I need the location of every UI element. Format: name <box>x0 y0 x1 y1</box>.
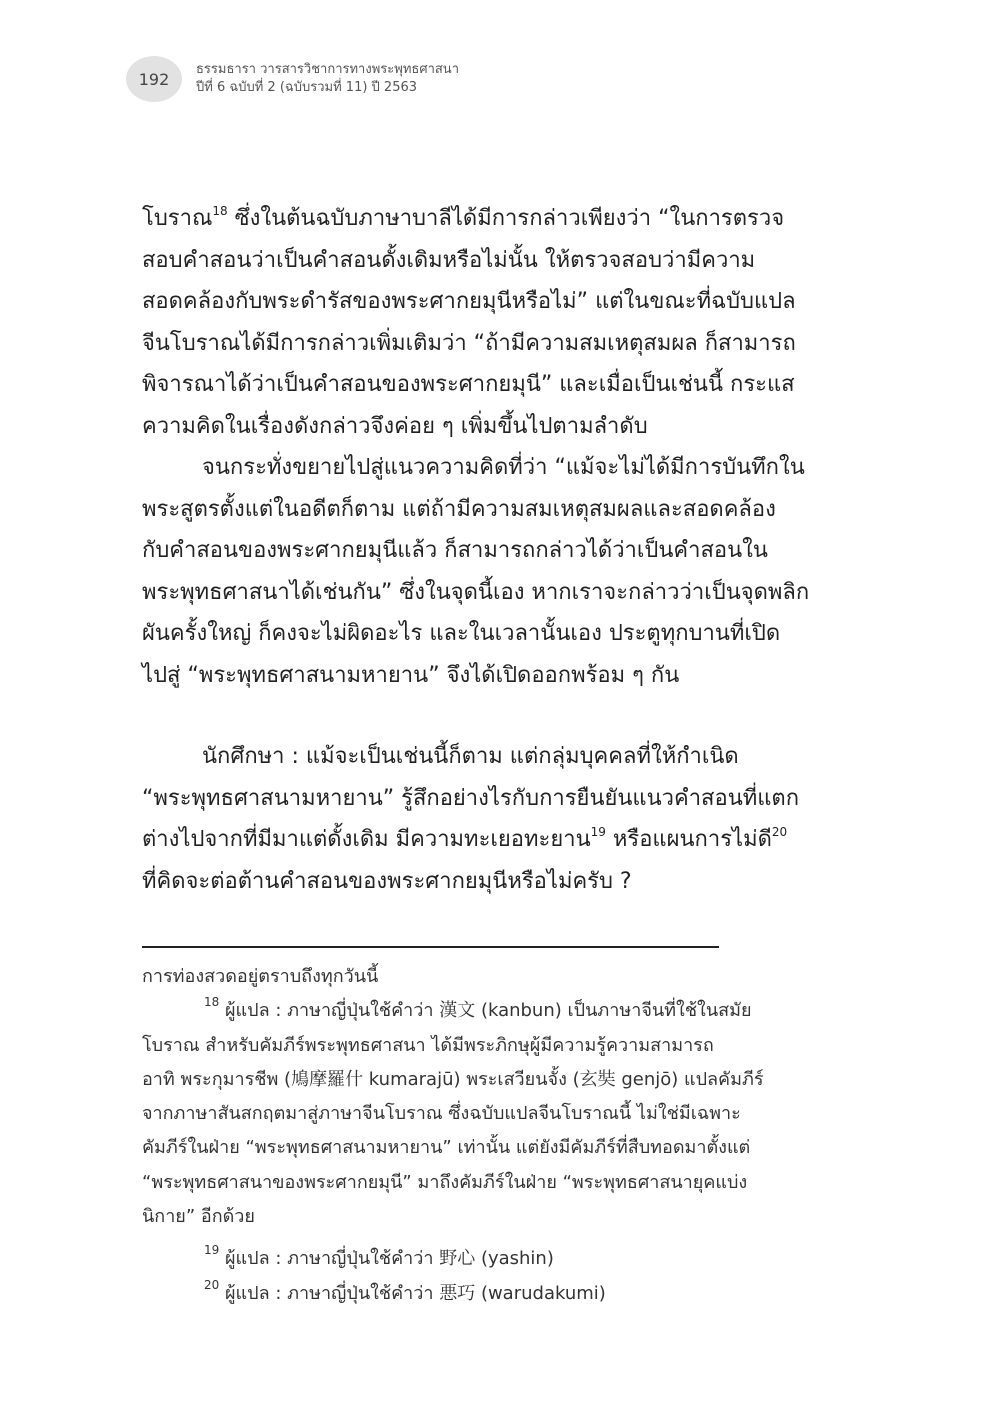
paragraph-2 <box>142 447 842 696</box>
text-line: ความคิดในเรื่องดังกล่าวจึงค่อย ๆ เพิ่มขึ้นไปตามลำดับ <box>142 413 648 439</box>
issue-info: ปีที่ 6 ฉบับที่ 2 (ฉบับรวมที่ 11) ปี 2563 <box>196 80 418 95</box>
text-span: ต่างไปจากที่มีมาแต่ดั้งเดิม มีความทะเยอทะยาน <box>142 827 591 852</box>
text-line <box>142 198 842 240</box>
text-line <box>142 819 842 861</box>
text-line: คัมภีร์ในฝ่าย “พระพุทธศาสนามหายาน” เท่านั้น แต่ยังมีคัมภีร์ที่สืบทอดมาตั้งแต่ <box>142 1137 751 1159</box>
text-span: ผู้แปล : ภาษาญี่ปุ่นใช้คำว่า 悪巧 (warudakumi) <box>219 1282 606 1304</box>
footnote-20 <box>142 1277 842 1311</box>
footnote-ref-20: 20 <box>771 825 788 839</box>
journal-title: ธรรมธารา วารสารวิชาการทางพระพุทธศาสนา <box>196 62 459 77</box>
footnotes <box>142 960 842 1311</box>
text-line: “พระพุทธศาสนาของพระศากยมุนี” มาถึงคัมภีร์ในฝ่าย “พระพุทธศาสนายุคแบ่ง <box>142 1171 748 1193</box>
text-line: จากภาษาสันสกฤตมาสู่ภาษาจีนโบราณ ซึ่งฉบับแปลจีนโบราณนี้ ไม่ใช่มีเฉพาะ <box>142 1103 741 1125</box>
footnote-ref-19: 19 <box>590 825 606 839</box>
text-span: ผู้แปล : ภาษาญี่ปุ่นใช้คำว่า 野心 (yashin) <box>219 1248 554 1270</box>
running-header <box>196 61 459 97</box>
footnote-gap <box>142 1234 842 1242</box>
text-span: โบราณ <box>142 206 213 231</box>
footnote-18 <box>142 994 842 1234</box>
text-span: หรือแผนการไม่ดี <box>605 827 772 852</box>
footnote-continuation: การท่องสวดอยู่ตราบถึงทุกวันนี้ <box>142 966 379 987</box>
footnote-mark: 20 <box>204 1277 220 1292</box>
paragraph-3 <box>142 736 842 902</box>
text-line: พระพุทธศาสนาได้เช่นกัน” ซึ่งในจุดนี้เอง หากเราจะกล่าวว่าเป็นจุดพลิก <box>142 579 810 605</box>
text-line: กับคำสอนของพระศากยมุนีแล้ว ก็สามารถกล่าวได้ว่าเป็นคำสอนใน <box>142 538 768 563</box>
text-line: พระสูตรตั้งแต่ในอดีตก็ตาม แต่ถ้ามีความสมเหตุสมผลและสอดคล้อง <box>142 496 776 522</box>
text-line: พิจารณาได้ว่าเป็นคำสอนของพระศากยมุนี” และเมื่อเป็นเช่นนี้ กระแส <box>142 372 795 397</box>
footnote-ref-18: 18 <box>212 204 228 218</box>
footnote-mark: 19 <box>204 1243 220 1258</box>
footnote-19 <box>142 1242 842 1276</box>
text-line: “พระพุทธศาสนามหายาน” รู้สึกอย่างไรกับการยืนยันแนวคำสอนที่แตก <box>142 785 800 811</box>
text-span: ผู้แปล : ภาษาญี่ปุ่นใช้คำว่า 漢文 (kanbun) เป็นภาษาจีนที่ใช้ในสมัย <box>219 1000 752 1022</box>
body-text <box>142 198 842 902</box>
paragraph-1 <box>142 198 842 447</box>
text-span: ซึ่งในต้นฉบับภาษาบาลีได้มีการกล่าวเพียงว่า “ในการตรวจ <box>227 206 785 231</box>
text-line: ไปสู่ “พระพุทธศาสนามหายาน” จึงได้เปิดออกพร้อม ๆ กัน <box>142 662 680 688</box>
page-number-badge <box>126 56 182 102</box>
text-line: ที่คิดจะต่อต้านคำสอนของพระศากยมุนีหรือไม่ครับ ? <box>142 868 632 894</box>
footnote-separator <box>142 946 719 948</box>
text-line: นิกาย” อีกด้วย <box>142 1206 255 1228</box>
text-line <box>142 994 842 1028</box>
text-line: โบราณ สำหรับคัมภีร์พระพุทธศาสนา ได้มีพระภิกษุผู้มีความรู้ความสามารถ <box>142 1034 714 1056</box>
text-line: จนกระทั่งขยายไปสู่แนวความคิดที่ว่า “แม้จะไม่ได้มีการบันทึกใน <box>202 455 805 480</box>
text-line: อาทิ พระกุมารชีพ (鳩摩羅什 kumarajū) พระเสวียนจั้ง (玄奘 genjō) แปลคัมภีร์ <box>142 1068 764 1090</box>
text-line: สอดคล้องกับพระดำรัสของพระศากยมุนีหรือไม่” แต่ในขณะที่ฉบับแปล <box>142 289 796 314</box>
text-line: ผันครั้งใหญ่ ก็คงจะไม่ผิดอะไร และในเวลานั้นเอง ประตูทุกบานที่เปิด <box>142 621 781 646</box>
paragraph-gap <box>142 696 842 736</box>
page-number: 192 <box>138 69 170 89</box>
text-line: นักศึกษา : แม้จะเป็นเช่นนี้ก็ตาม แต่กลุ่มบุคคลที่ให้กำเนิด <box>202 744 739 769</box>
text-line: สอบคำสอนว่าเป็นคำสอนดั้งเดิมหรือไม่นั้น ให้ตรวจสอบว่ามีความ <box>142 247 756 273</box>
text-line: จีนโบราณได้มีการกล่าวเพิ่มเติมว่า “ถ้ามีความสมเหตุสมผล ก็สามารถ <box>142 330 796 356</box>
footnote-mark: 18 <box>204 995 220 1010</box>
